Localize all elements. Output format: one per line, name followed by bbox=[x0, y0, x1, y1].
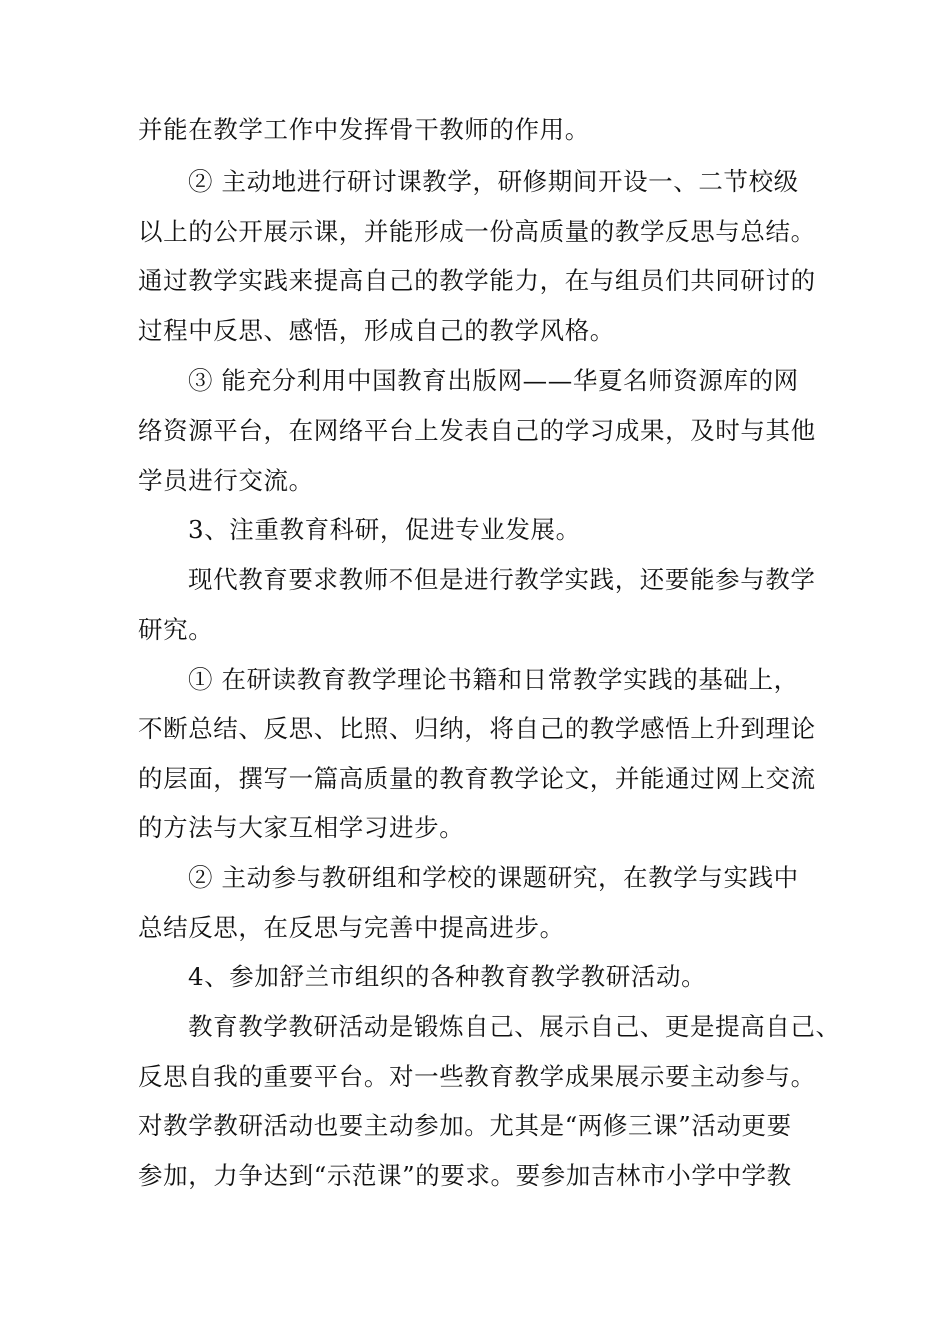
text-line: 通过教学实践来提高自己的教学能力，在与组员们共同研讨的 bbox=[138, 266, 816, 295]
section-heading: 4、参加舒兰市组织的各种教育教学教研活动。 bbox=[188, 962, 707, 991]
text-line: 的层面，撰写一篇高质量的教育教学论文，并能通过网上交流 bbox=[138, 764, 816, 793]
text-line: 参加，力争达到“示范课”的要求。要参加吉林市小学中学教 bbox=[138, 1161, 792, 1190]
text-line: ③ 能充分利用中国教育出版网——华夏名师资源库的网 bbox=[188, 366, 799, 395]
text-line: 现代教育要求教师不但是进行教学实践，还要能参与教学 bbox=[188, 565, 816, 594]
text-line: 教育教学教研活动是锻炼自己、展示自己、更是提高自己、 bbox=[188, 1012, 841, 1041]
text-line: 过程中反思、感悟，形成自己的教学风格。 bbox=[138, 316, 615, 345]
text-line: 反思自我的重要平台。对一些教育教学成果展示要主动参与。 bbox=[138, 1062, 816, 1091]
text-line: 学员进行交流。 bbox=[138, 466, 314, 495]
text-line: ② 主动参与教研组和学校的课题研究，在教学与实践中 bbox=[188, 863, 799, 892]
text-line: ② 主动地进行研讨课教学，研修期间开设一、二节校级 bbox=[188, 167, 799, 196]
text-line: 的方法与大家互相学习进步。 bbox=[138, 813, 465, 842]
text-line: 研究。 bbox=[138, 615, 214, 644]
text-line: 以上的公开展示课，并能形成一份高质量的教学反思与总结。 bbox=[138, 217, 816, 246]
text-line: 不断总结、反思、比照、归纳，将自己的教学感悟上升到理论 bbox=[138, 714, 816, 743]
text-line: 并能在教学工作中发挥骨干教师的作用。 bbox=[138, 115, 590, 144]
text-line: 对教学教研活动也要主动参加。尤其是“两修三课”活动更要 bbox=[138, 1111, 792, 1140]
text-line: ① 在研读教育教学理论书籍和日常教学实践的基础上， bbox=[188, 665, 799, 694]
section-heading: 3、注重教育科研，促进专业发展。 bbox=[188, 515, 581, 544]
text-line: 总结反思，在反思与完善中提高进步。 bbox=[138, 913, 565, 942]
text-line: 络资源平台，在网络平台上发表自己的学习成果，及时与其他 bbox=[138, 416, 816, 445]
